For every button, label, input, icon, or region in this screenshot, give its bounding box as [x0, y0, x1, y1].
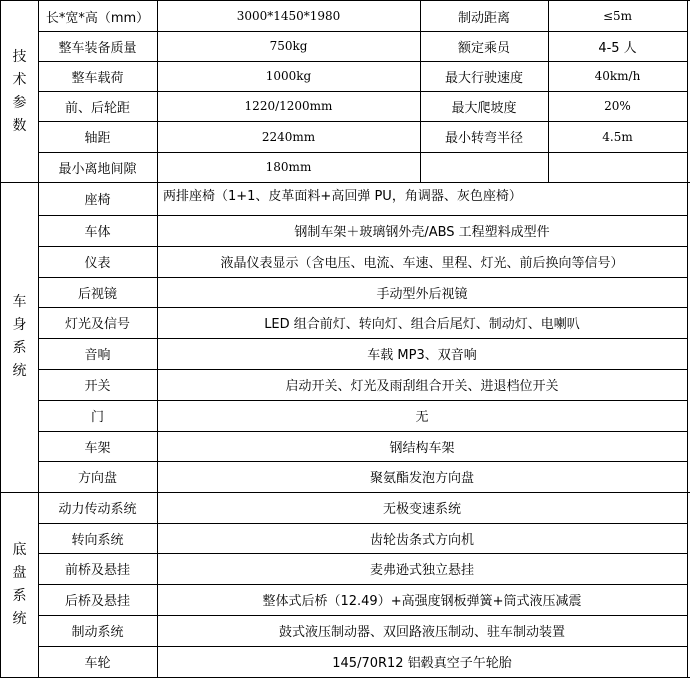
spec-label: 开关 — [84, 379, 111, 394]
spec-value-2: ≤5m — [602, 9, 633, 23]
spec-value: 整体式后桥（12.49）+高强度钢板弹簧+筒式液压减震 — [262, 594, 582, 609]
spec-label: 前、后轮距 — [64, 100, 130, 116]
spec-value: 180mm — [265, 160, 312, 174]
spec-value: 1220/1200mm — [244, 99, 333, 113]
spec-label: 转向系统 — [71, 532, 124, 548]
section-title-char: 数 — [12, 117, 27, 134]
spec-label-2: 最小转弯半径 — [444, 131, 523, 146]
section-title-char: 车 — [12, 294, 27, 310]
spec-label: 轴距 — [84, 131, 111, 146]
spec-label: 前桥及悬挂 — [64, 563, 130, 578]
spec-label: 后桥及悬挂 — [64, 594, 130, 609]
spec-value: 手动型外后视镜 — [376, 286, 468, 302]
spec-value: 齿轮齿条式方向机 — [369, 532, 474, 548]
spec-value: 无极变速系统 — [382, 502, 461, 517]
section-title — [1, 492, 38, 677]
section-title-char: 术 — [12, 71, 27, 88]
spec-label: 整车装备质量 — [58, 40, 137, 56]
section-title-char: 技 — [12, 48, 27, 65]
spec-value: 钢制车架＋玻璃钢外壳/ABS 工程塑料成型件 — [294, 225, 550, 240]
spec-label: 门 — [90, 410, 104, 425]
spec-label-2: 制动距离 — [457, 10, 510, 26]
spec-label-2: 最大行驶速度 — [444, 70, 523, 86]
spec-value-2: 4-5 人 — [598, 40, 637, 56]
spec-value: 750kg — [269, 39, 308, 53]
spec-value: 液晶仪表显示（含电压、电流、车速、里程、灯光、前后换向等信号） — [220, 256, 624, 271]
section-title-char: 系 — [12, 587, 27, 604]
section-title-char: 参 — [12, 94, 27, 111]
spec-value: 启动开关、灯光及雨刮组合开关、进退档位开关 — [285, 379, 559, 394]
spec-label: 方向盘 — [77, 471, 117, 486]
spec-value: 3000*1450*1980 — [236, 9, 341, 23]
spec-label: 制动系统 — [71, 625, 124, 640]
section-title — [1, 1, 38, 182]
spec-label-2: 最大爬坡度 — [451, 100, 517, 116]
spec-value-2 — [548, 152, 687, 182]
spec-label: 整车载荷 — [71, 70, 124, 86]
spec-value-2: 40km/h — [594, 69, 641, 83]
spec-value: 鼓式液压制动器、双回路液压制动、驻车制动装置 — [278, 625, 565, 640]
section-title-char: 盘 — [12, 564, 27, 581]
spec-label: 座椅 — [84, 193, 111, 208]
spec-label: 后视镜 — [77, 286, 117, 302]
section-title-char: 统 — [12, 610, 27, 627]
spec-value: 麦弗逊式独立悬挂 — [369, 563, 474, 578]
section-title-char: 系 — [12, 340, 27, 356]
spec-value: 两排座椅（1+1、皮革面料+高回弹 PU，角调器、灰色座椅） — [163, 189, 522, 204]
spec-value: 钢结构车架 — [389, 440, 455, 456]
spec-value: 145/70R12 铝毂真空子午轮胎 — [332, 656, 512, 671]
spec-label: 灯光及信号 — [64, 317, 130, 332]
spec-label: 音响 — [84, 348, 111, 363]
spec-label: 车轮 — [84, 656, 111, 671]
spec-value: 1000kg — [265, 69, 312, 83]
spec-value: 2240mm — [261, 129, 316, 144]
spec-value: 车载 MP3、双音响 — [367, 348, 477, 363]
spec-value: 无 — [415, 410, 429, 425]
spec-label-2 — [420, 152, 548, 182]
spec-label: 长*宽*高（mm） — [45, 10, 150, 26]
spec-label: 仪表 — [84, 256, 111, 271]
spec-label-2: 额定乘员 — [457, 40, 510, 56]
spec-value-2: 20% — [604, 99, 631, 113]
section-title-char: 底 — [12, 541, 27, 558]
section-title-char: 身 — [12, 317, 27, 333]
spec-value-2: 4.5m — [602, 129, 633, 144]
grid-line — [687, 0, 688, 678]
section-title — [1, 182, 38, 492]
spec-label: 车架 — [84, 440, 111, 456]
spec-value: 聚氨酯发泡方向盘 — [369, 471, 474, 486]
spec-label: 最小离地间隙 — [58, 161, 137, 177]
spec-label: 动力传动系统 — [58, 502, 137, 517]
spec-value: LED 组合前灯、转向灯、组合后尾灯、制动灯、电喇叭 — [264, 317, 580, 332]
spec-label: 车体 — [84, 225, 111, 240]
section-title-char: 统 — [12, 363, 27, 379]
